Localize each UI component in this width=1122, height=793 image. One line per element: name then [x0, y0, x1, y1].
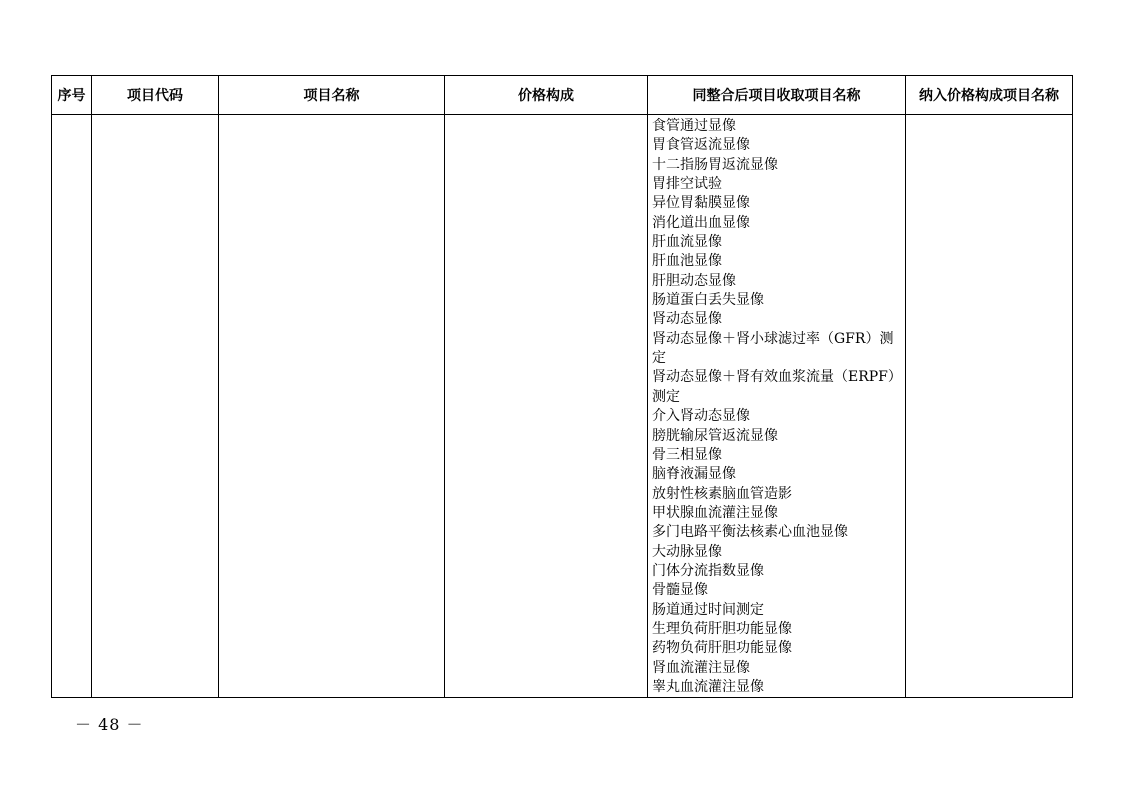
list-item: 十二指肠胃返流显像: [652, 156, 778, 173]
list-item: 骨髓显像: [652, 582, 708, 599]
list-item: 生理负荷肝胆功能显像: [652, 620, 792, 637]
seq-cell: [52, 115, 92, 698]
list-item: 肝胆动态显像: [652, 272, 736, 289]
list-item: 肾动态显像＋肾小球滤过率（GFR）测定: [652, 330, 894, 367]
list-item: 异位胃黏膜显像: [652, 195, 750, 212]
list-item: 胃排空试验: [652, 176, 722, 193]
merged-cell: [648, 115, 906, 698]
list-item: 肾血流灌注显像: [652, 659, 750, 676]
list-item: 膀胱输尿管返流显像: [652, 427, 778, 444]
list-item: 药物负荷肝胆功能显像: [652, 640, 792, 657]
header-code: 项目代码: [92, 76, 219, 115]
header-merged: 同整合后项目收取项目名称: [648, 76, 906, 115]
list-item: 肝血流显像: [652, 234, 722, 251]
list-item: 脑脊液漏显像: [652, 466, 736, 483]
code-cell: [92, 115, 219, 698]
list-item: 介入肾动态显像: [652, 408, 750, 425]
list-item: 甲状腺血流灌注显像: [652, 504, 778, 521]
page-number: － 48 －: [75, 715, 144, 734]
name-cell: [219, 115, 445, 698]
list-item: 肠道蛋白丢失显像: [652, 292, 764, 309]
header-included: 纳入价格构成项目名称: [906, 76, 1073, 115]
included-cell: [906, 115, 1073, 698]
header-price: 价格构成: [445, 76, 648, 115]
table-row: [52, 115, 1073, 698]
list-item: 门体分流指数显像: [652, 562, 764, 579]
list-item: 食管通过显像: [652, 118, 736, 134]
list-item: 多门电路平衡法核素心血池显像: [652, 524, 848, 541]
price-table: [51, 75, 1073, 698]
list-item: 消化道出血显像: [652, 214, 750, 231]
list-item: 肠道通过时间测定: [652, 601, 764, 618]
list-item: 睾丸血流灌注显像: [652, 678, 764, 695]
list-item: 大动脉显像: [652, 543, 722, 560]
list-item: 骨三相显像: [652, 446, 722, 463]
list-item: 肾动态显像＋肾有效血浆流量（ERPF）测定: [652, 369, 895, 405]
merged-items-list: [648, 115, 905, 697]
list-item: 肾动态显像: [652, 311, 722, 328]
list-item: 胃食管返流显像: [652, 137, 750, 154]
header-row: [52, 76, 1073, 115]
list-item: 肝血池显像: [652, 253, 722, 270]
price-cell: [445, 115, 648, 698]
header-name: 项目名称: [219, 76, 445, 115]
list-item: 放射性核素脑血管造影: [652, 485, 792, 502]
header-seq: 序号: [52, 76, 92, 115]
